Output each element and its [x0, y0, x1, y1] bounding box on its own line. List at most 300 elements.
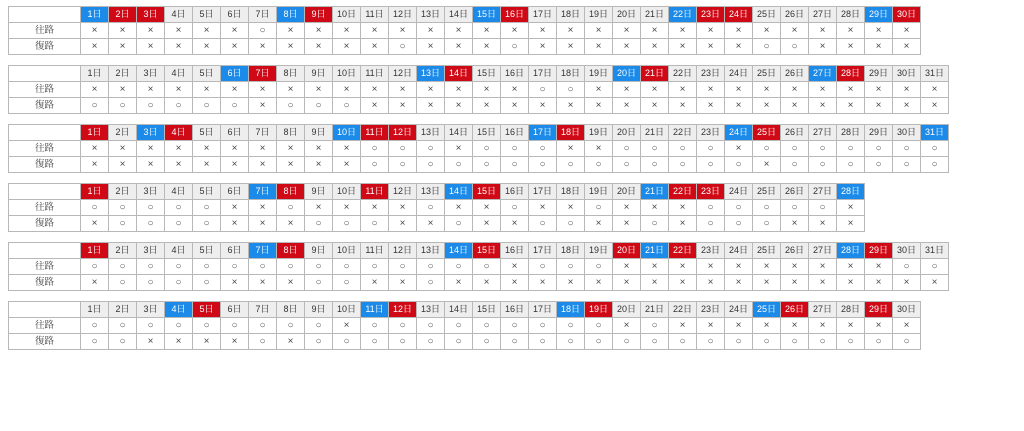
inbound-availability-cell[interactable]: × — [389, 216, 417, 232]
outbound-availability-cell[interactable]: × — [697, 318, 725, 334]
inbound-availability-cell[interactable]: ○ — [165, 216, 193, 232]
inbound-availability-cell[interactable]: × — [529, 98, 557, 114]
inbound-availability-cell[interactable]: ○ — [445, 216, 473, 232]
outbound-availability-cell[interactable]: ○ — [221, 259, 249, 275]
outbound-availability-cell[interactable]: × — [277, 23, 305, 39]
outbound-availability-cell[interactable]: ○ — [529, 259, 557, 275]
inbound-availability-cell[interactable]: ○ — [893, 157, 921, 173]
outbound-availability-cell[interactable]: ○ — [585, 200, 613, 216]
inbound-availability-cell[interactable]: × — [361, 39, 389, 55]
outbound-availability-cell[interactable]: × — [361, 200, 389, 216]
inbound-availability-cell[interactable]: × — [417, 98, 445, 114]
inbound-availability-cell[interactable]: ○ — [725, 334, 753, 350]
inbound-availability-cell[interactable]: ○ — [613, 157, 641, 173]
inbound-availability-cell[interactable]: × — [193, 334, 221, 350]
inbound-availability-cell[interactable]: ○ — [333, 98, 361, 114]
outbound-availability-cell[interactable]: × — [221, 141, 249, 157]
inbound-availability-cell[interactable]: × — [585, 216, 613, 232]
outbound-availability-cell[interactable]: × — [529, 23, 557, 39]
outbound-availability-cell[interactable]: × — [361, 23, 389, 39]
inbound-availability-cell[interactable]: × — [361, 275, 389, 291]
outbound-availability-cell[interactable]: × — [221, 200, 249, 216]
outbound-availability-cell[interactable]: × — [781, 259, 809, 275]
inbound-availability-cell[interactable]: × — [473, 275, 501, 291]
outbound-availability-cell[interactable]: ○ — [445, 259, 473, 275]
outbound-availability-cell[interactable]: × — [669, 82, 697, 98]
outbound-availability-cell[interactable]: ○ — [165, 200, 193, 216]
outbound-availability-cell[interactable]: × — [249, 141, 277, 157]
inbound-availability-cell[interactable]: × — [445, 98, 473, 114]
inbound-availability-cell[interactable]: ○ — [333, 275, 361, 291]
outbound-availability-cell[interactable]: ○ — [193, 200, 221, 216]
inbound-availability-cell[interactable]: × — [249, 157, 277, 173]
outbound-availability-cell[interactable]: × — [109, 141, 137, 157]
inbound-availability-cell[interactable]: ○ — [669, 157, 697, 173]
outbound-availability-cell[interactable]: × — [893, 318, 921, 334]
inbound-availability-cell[interactable]: × — [165, 334, 193, 350]
outbound-availability-cell[interactable]: × — [165, 23, 193, 39]
outbound-availability-cell[interactable]: × — [725, 23, 753, 39]
inbound-availability-cell[interactable]: × — [557, 98, 585, 114]
inbound-availability-cell[interactable]: ○ — [501, 39, 529, 55]
inbound-availability-cell[interactable]: × — [865, 98, 893, 114]
outbound-availability-cell[interactable]: × — [809, 82, 837, 98]
outbound-availability-cell[interactable]: × — [389, 200, 417, 216]
outbound-availability-cell[interactable]: ○ — [473, 141, 501, 157]
outbound-availability-cell[interactable]: × — [641, 259, 669, 275]
outbound-availability-cell[interactable]: ○ — [809, 200, 837, 216]
outbound-availability-cell[interactable]: ○ — [137, 318, 165, 334]
outbound-availability-cell[interactable]: ○ — [753, 200, 781, 216]
inbound-availability-cell[interactable]: × — [529, 39, 557, 55]
inbound-availability-cell[interactable]: × — [613, 98, 641, 114]
outbound-availability-cell[interactable]: × — [193, 141, 221, 157]
inbound-availability-cell[interactable]: × — [389, 98, 417, 114]
outbound-availability-cell[interactable]: ○ — [893, 141, 921, 157]
inbound-availability-cell[interactable]: × — [809, 98, 837, 114]
outbound-availability-cell[interactable]: ○ — [277, 318, 305, 334]
outbound-availability-cell[interactable]: ○ — [557, 318, 585, 334]
outbound-availability-cell[interactable]: ○ — [361, 141, 389, 157]
outbound-availability-cell[interactable]: ○ — [529, 318, 557, 334]
outbound-availability-cell[interactable]: × — [473, 200, 501, 216]
outbound-availability-cell[interactable]: ○ — [641, 318, 669, 334]
inbound-availability-cell[interactable]: ○ — [501, 157, 529, 173]
inbound-availability-cell[interactable]: ○ — [137, 216, 165, 232]
outbound-availability-cell[interactable]: ○ — [501, 141, 529, 157]
outbound-availability-cell[interactable]: × — [893, 23, 921, 39]
outbound-availability-cell[interactable]: × — [193, 23, 221, 39]
inbound-availability-cell[interactable]: ○ — [333, 334, 361, 350]
inbound-availability-cell[interactable]: × — [81, 275, 109, 291]
inbound-availability-cell[interactable]: × — [809, 275, 837, 291]
inbound-availability-cell[interactable]: ○ — [165, 98, 193, 114]
outbound-availability-cell[interactable]: × — [137, 23, 165, 39]
outbound-availability-cell[interactable]: ○ — [81, 318, 109, 334]
outbound-availability-cell[interactable]: × — [305, 200, 333, 216]
inbound-availability-cell[interactable]: × — [305, 157, 333, 173]
outbound-availability-cell[interactable]: × — [81, 141, 109, 157]
inbound-availability-cell[interactable]: ○ — [389, 334, 417, 350]
inbound-availability-cell[interactable]: × — [221, 157, 249, 173]
inbound-availability-cell[interactable]: ○ — [753, 334, 781, 350]
inbound-availability-cell[interactable]: ○ — [417, 334, 445, 350]
outbound-availability-cell[interactable]: × — [445, 200, 473, 216]
inbound-availability-cell[interactable]: ○ — [109, 98, 137, 114]
outbound-availability-cell[interactable]: × — [697, 23, 725, 39]
outbound-availability-cell[interactable]: ○ — [501, 318, 529, 334]
inbound-availability-cell[interactable]: ○ — [501, 334, 529, 350]
outbound-availability-cell[interactable]: × — [781, 318, 809, 334]
outbound-availability-cell[interactable]: ○ — [333, 259, 361, 275]
outbound-availability-cell[interactable]: × — [781, 23, 809, 39]
outbound-availability-cell[interactable]: × — [529, 200, 557, 216]
inbound-availability-cell[interactable]: × — [221, 275, 249, 291]
inbound-availability-cell[interactable]: ○ — [137, 98, 165, 114]
outbound-availability-cell[interactable]: × — [837, 23, 865, 39]
inbound-availability-cell[interactable]: ○ — [333, 216, 361, 232]
outbound-availability-cell[interactable]: ○ — [277, 200, 305, 216]
outbound-availability-cell[interactable]: × — [81, 23, 109, 39]
inbound-availability-cell[interactable]: × — [753, 157, 781, 173]
outbound-availability-cell[interactable]: × — [557, 200, 585, 216]
inbound-availability-cell[interactable]: × — [221, 216, 249, 232]
outbound-availability-cell[interactable]: ○ — [417, 318, 445, 334]
outbound-availability-cell[interactable]: ○ — [305, 318, 333, 334]
inbound-availability-cell[interactable]: × — [613, 216, 641, 232]
outbound-availability-cell[interactable]: ○ — [417, 259, 445, 275]
outbound-availability-cell[interactable]: ○ — [585, 259, 613, 275]
outbound-availability-cell[interactable]: ○ — [781, 141, 809, 157]
outbound-availability-cell[interactable]: ○ — [557, 259, 585, 275]
inbound-availability-cell[interactable]: ○ — [193, 216, 221, 232]
outbound-availability-cell[interactable]: × — [557, 23, 585, 39]
outbound-availability-cell[interactable]: × — [837, 318, 865, 334]
inbound-availability-cell[interactable]: × — [193, 157, 221, 173]
outbound-availability-cell[interactable]: ○ — [417, 200, 445, 216]
outbound-availability-cell[interactable]: × — [249, 82, 277, 98]
inbound-availability-cell[interactable]: × — [249, 98, 277, 114]
inbound-availability-cell[interactable]: × — [277, 334, 305, 350]
inbound-availability-cell[interactable]: × — [865, 39, 893, 55]
outbound-availability-cell[interactable]: × — [389, 23, 417, 39]
inbound-availability-cell[interactable]: × — [249, 216, 277, 232]
outbound-availability-cell[interactable]: ○ — [529, 141, 557, 157]
outbound-availability-cell[interactable]: ○ — [81, 259, 109, 275]
outbound-availability-cell[interactable]: ○ — [781, 200, 809, 216]
outbound-availability-cell[interactable]: ○ — [193, 259, 221, 275]
outbound-availability-cell[interactable]: × — [557, 141, 585, 157]
inbound-availability-cell[interactable]: × — [389, 275, 417, 291]
outbound-availability-cell[interactable]: ○ — [809, 141, 837, 157]
outbound-availability-cell[interactable]: × — [445, 141, 473, 157]
inbound-availability-cell[interactable]: ○ — [809, 157, 837, 173]
inbound-availability-cell[interactable]: × — [613, 275, 641, 291]
outbound-availability-cell[interactable]: × — [753, 259, 781, 275]
inbound-availability-cell[interactable]: × — [137, 334, 165, 350]
inbound-availability-cell[interactable]: ○ — [697, 334, 725, 350]
inbound-availability-cell[interactable]: × — [921, 98, 949, 114]
inbound-availability-cell[interactable]: × — [725, 98, 753, 114]
outbound-availability-cell[interactable]: × — [697, 82, 725, 98]
inbound-availability-cell[interactable]: × — [165, 157, 193, 173]
inbound-availability-cell[interactable]: × — [753, 275, 781, 291]
outbound-availability-cell[interactable]: ○ — [697, 200, 725, 216]
inbound-availability-cell[interactable]: ○ — [417, 157, 445, 173]
inbound-availability-cell[interactable]: ○ — [305, 275, 333, 291]
outbound-availability-cell[interactable]: × — [417, 82, 445, 98]
inbound-availability-cell[interactable]: ○ — [753, 216, 781, 232]
inbound-availability-cell[interactable]: ○ — [277, 98, 305, 114]
inbound-availability-cell[interactable]: ○ — [585, 157, 613, 173]
outbound-availability-cell[interactable]: × — [165, 141, 193, 157]
inbound-availability-cell[interactable]: ○ — [305, 216, 333, 232]
inbound-availability-cell[interactable]: × — [417, 39, 445, 55]
outbound-availability-cell[interactable]: × — [613, 23, 641, 39]
inbound-availability-cell[interactable]: × — [809, 216, 837, 232]
outbound-availability-cell[interactable]: × — [81, 82, 109, 98]
outbound-availability-cell[interactable]: × — [669, 23, 697, 39]
inbound-availability-cell[interactable]: × — [221, 39, 249, 55]
outbound-availability-cell[interactable]: × — [361, 82, 389, 98]
inbound-availability-cell[interactable]: × — [193, 39, 221, 55]
inbound-availability-cell[interactable]: × — [893, 275, 921, 291]
outbound-availability-cell[interactable]: ○ — [837, 141, 865, 157]
outbound-availability-cell[interactable]: ○ — [557, 82, 585, 98]
inbound-availability-cell[interactable]: ○ — [557, 157, 585, 173]
outbound-availability-cell[interactable]: ○ — [361, 259, 389, 275]
inbound-availability-cell[interactable]: ○ — [557, 216, 585, 232]
inbound-availability-cell[interactable]: × — [753, 98, 781, 114]
inbound-availability-cell[interactable]: × — [781, 275, 809, 291]
inbound-availability-cell[interactable]: × — [81, 216, 109, 232]
outbound-availability-cell[interactable]: × — [277, 141, 305, 157]
inbound-availability-cell[interactable]: ○ — [165, 275, 193, 291]
outbound-availability-cell[interactable]: × — [669, 259, 697, 275]
outbound-availability-cell[interactable]: × — [753, 318, 781, 334]
outbound-availability-cell[interactable]: × — [613, 82, 641, 98]
inbound-availability-cell[interactable]: ○ — [585, 334, 613, 350]
inbound-availability-cell[interactable]: × — [473, 98, 501, 114]
inbound-availability-cell[interactable]: × — [641, 98, 669, 114]
inbound-availability-cell[interactable]: × — [837, 39, 865, 55]
outbound-availability-cell[interactable]: ○ — [585, 318, 613, 334]
inbound-availability-cell[interactable]: × — [221, 334, 249, 350]
outbound-availability-cell[interactable]: × — [641, 82, 669, 98]
inbound-availability-cell[interactable]: ○ — [305, 98, 333, 114]
outbound-availability-cell[interactable]: × — [865, 23, 893, 39]
outbound-availability-cell[interactable]: ○ — [165, 259, 193, 275]
inbound-availability-cell[interactable]: × — [473, 39, 501, 55]
outbound-availability-cell[interactable]: ○ — [249, 23, 277, 39]
outbound-availability-cell[interactable]: × — [669, 200, 697, 216]
outbound-availability-cell[interactable]: × — [585, 23, 613, 39]
inbound-availability-cell[interactable]: × — [249, 39, 277, 55]
outbound-availability-cell[interactable]: ○ — [137, 200, 165, 216]
inbound-availability-cell[interactable]: ○ — [753, 39, 781, 55]
outbound-availability-cell[interactable]: ○ — [305, 259, 333, 275]
outbound-availability-cell[interactable]: × — [753, 23, 781, 39]
outbound-availability-cell[interactable]: × — [333, 23, 361, 39]
outbound-availability-cell[interactable]: ○ — [697, 141, 725, 157]
outbound-availability-cell[interactable]: ○ — [921, 259, 949, 275]
outbound-availability-cell[interactable]: ○ — [641, 141, 669, 157]
outbound-availability-cell[interactable]: ○ — [473, 259, 501, 275]
outbound-availability-cell[interactable]: ○ — [109, 259, 137, 275]
inbound-availability-cell[interactable]: × — [333, 157, 361, 173]
inbound-availability-cell[interactable]: ○ — [921, 157, 949, 173]
inbound-availability-cell[interactable]: × — [445, 275, 473, 291]
inbound-availability-cell[interactable]: × — [361, 98, 389, 114]
outbound-availability-cell[interactable]: ○ — [389, 141, 417, 157]
inbound-availability-cell[interactable]: × — [529, 275, 557, 291]
inbound-availability-cell[interactable]: ○ — [445, 334, 473, 350]
inbound-availability-cell[interactable]: ○ — [837, 157, 865, 173]
outbound-availability-cell[interactable]: × — [445, 82, 473, 98]
outbound-availability-cell[interactable]: × — [249, 200, 277, 216]
inbound-availability-cell[interactable]: × — [725, 39, 753, 55]
inbound-availability-cell[interactable]: ○ — [109, 216, 137, 232]
inbound-availability-cell[interactable]: × — [613, 39, 641, 55]
outbound-availability-cell[interactable]: × — [417, 23, 445, 39]
outbound-availability-cell[interactable]: × — [697, 259, 725, 275]
inbound-availability-cell[interactable]: × — [165, 39, 193, 55]
outbound-availability-cell[interactable]: ○ — [137, 259, 165, 275]
outbound-availability-cell[interactable]: ○ — [725, 200, 753, 216]
inbound-availability-cell[interactable]: × — [305, 39, 333, 55]
inbound-availability-cell[interactable]: ○ — [81, 98, 109, 114]
inbound-availability-cell[interactable]: ○ — [865, 157, 893, 173]
inbound-availability-cell[interactable]: × — [669, 275, 697, 291]
outbound-availability-cell[interactable]: ○ — [249, 318, 277, 334]
outbound-availability-cell[interactable]: × — [725, 318, 753, 334]
outbound-availability-cell[interactable]: × — [333, 200, 361, 216]
outbound-availability-cell[interactable]: × — [725, 141, 753, 157]
inbound-availability-cell[interactable]: ○ — [557, 334, 585, 350]
outbound-availability-cell[interactable]: × — [305, 82, 333, 98]
inbound-availability-cell[interactable]: × — [585, 39, 613, 55]
outbound-availability-cell[interactable]: ○ — [417, 141, 445, 157]
outbound-availability-cell[interactable]: × — [333, 318, 361, 334]
inbound-availability-cell[interactable]: ○ — [641, 334, 669, 350]
inbound-availability-cell[interactable]: ○ — [725, 216, 753, 232]
inbound-availability-cell[interactable]: ○ — [641, 216, 669, 232]
inbound-availability-cell[interactable]: ○ — [837, 334, 865, 350]
inbound-availability-cell[interactable]: × — [669, 39, 697, 55]
outbound-availability-cell[interactable]: ○ — [109, 200, 137, 216]
outbound-availability-cell[interactable]: × — [221, 82, 249, 98]
outbound-availability-cell[interactable]: × — [333, 82, 361, 98]
outbound-availability-cell[interactable]: × — [445, 23, 473, 39]
inbound-availability-cell[interactable]: × — [893, 98, 921, 114]
outbound-availability-cell[interactable]: × — [109, 82, 137, 98]
inbound-availability-cell[interactable]: ○ — [445, 157, 473, 173]
outbound-availability-cell[interactable]: ○ — [613, 141, 641, 157]
inbound-availability-cell[interactable]: × — [109, 39, 137, 55]
inbound-availability-cell[interactable]: × — [585, 275, 613, 291]
outbound-availability-cell[interactable]: × — [137, 141, 165, 157]
inbound-availability-cell[interactable]: × — [697, 98, 725, 114]
outbound-availability-cell[interactable]: × — [893, 82, 921, 98]
outbound-availability-cell[interactable]: ○ — [473, 318, 501, 334]
inbound-availability-cell[interactable]: ○ — [781, 334, 809, 350]
outbound-availability-cell[interactable]: × — [109, 23, 137, 39]
outbound-availability-cell[interactable]: × — [809, 23, 837, 39]
inbound-availability-cell[interactable]: × — [669, 98, 697, 114]
inbound-availability-cell[interactable]: ○ — [725, 157, 753, 173]
outbound-availability-cell[interactable]: × — [137, 82, 165, 98]
outbound-availability-cell[interactable]: × — [837, 82, 865, 98]
outbound-availability-cell[interactable]: ○ — [529, 82, 557, 98]
inbound-availability-cell[interactable]: × — [501, 98, 529, 114]
inbound-availability-cell[interactable]: × — [277, 157, 305, 173]
outbound-availability-cell[interactable]: × — [501, 259, 529, 275]
outbound-availability-cell[interactable]: ○ — [893, 259, 921, 275]
outbound-availability-cell[interactable]: × — [165, 82, 193, 98]
inbound-availability-cell[interactable]: × — [277, 275, 305, 291]
outbound-availability-cell[interactable]: ○ — [221, 318, 249, 334]
inbound-availability-cell[interactable]: ○ — [137, 275, 165, 291]
inbound-availability-cell[interactable]: × — [445, 39, 473, 55]
outbound-availability-cell[interactable]: × — [809, 259, 837, 275]
outbound-availability-cell[interactable]: × — [585, 141, 613, 157]
inbound-availability-cell[interactable]: × — [277, 216, 305, 232]
inbound-availability-cell[interactable]: ○ — [193, 98, 221, 114]
inbound-availability-cell[interactable]: ○ — [613, 334, 641, 350]
inbound-availability-cell[interactable]: ○ — [865, 334, 893, 350]
outbound-availability-cell[interactable]: × — [809, 318, 837, 334]
inbound-availability-cell[interactable]: ○ — [221, 98, 249, 114]
inbound-availability-cell[interactable]: × — [109, 157, 137, 173]
inbound-availability-cell[interactable]: ○ — [641, 157, 669, 173]
inbound-availability-cell[interactable]: × — [501, 216, 529, 232]
inbound-availability-cell[interactable]: ○ — [417, 275, 445, 291]
outbound-availability-cell[interactable]: × — [389, 82, 417, 98]
inbound-availability-cell[interactable]: ○ — [249, 334, 277, 350]
inbound-availability-cell[interactable]: × — [697, 275, 725, 291]
outbound-availability-cell[interactable]: × — [613, 318, 641, 334]
inbound-availability-cell[interactable]: ○ — [361, 216, 389, 232]
outbound-availability-cell[interactable]: × — [669, 318, 697, 334]
inbound-availability-cell[interactable]: ○ — [809, 334, 837, 350]
outbound-availability-cell[interactable]: × — [781, 82, 809, 98]
outbound-availability-cell[interactable]: ○ — [753, 141, 781, 157]
inbound-availability-cell[interactable]: × — [137, 39, 165, 55]
outbound-availability-cell[interactable]: ○ — [501, 200, 529, 216]
outbound-availability-cell[interactable]: × — [753, 82, 781, 98]
outbound-availability-cell[interactable]: × — [641, 200, 669, 216]
inbound-availability-cell[interactable]: ○ — [781, 157, 809, 173]
inbound-availability-cell[interactable]: × — [277, 39, 305, 55]
outbound-availability-cell[interactable]: × — [865, 259, 893, 275]
inbound-availability-cell[interactable]: ○ — [697, 216, 725, 232]
inbound-availability-cell[interactable]: ○ — [109, 334, 137, 350]
inbound-availability-cell[interactable]: ○ — [305, 334, 333, 350]
outbound-availability-cell[interactable]: ○ — [389, 318, 417, 334]
inbound-availability-cell[interactable]: × — [837, 98, 865, 114]
inbound-availability-cell[interactable]: ○ — [697, 157, 725, 173]
inbound-availability-cell[interactable]: ○ — [473, 334, 501, 350]
outbound-availability-cell[interactable]: × — [641, 23, 669, 39]
outbound-availability-cell[interactable]: × — [193, 82, 221, 98]
outbound-availability-cell[interactable]: × — [865, 318, 893, 334]
inbound-availability-cell[interactable]: ○ — [389, 39, 417, 55]
inbound-availability-cell[interactable]: × — [557, 275, 585, 291]
inbound-availability-cell[interactable]: × — [585, 98, 613, 114]
inbound-availability-cell[interactable]: × — [837, 275, 865, 291]
outbound-availability-cell[interactable]: × — [725, 259, 753, 275]
outbound-availability-cell[interactable]: ○ — [109, 318, 137, 334]
